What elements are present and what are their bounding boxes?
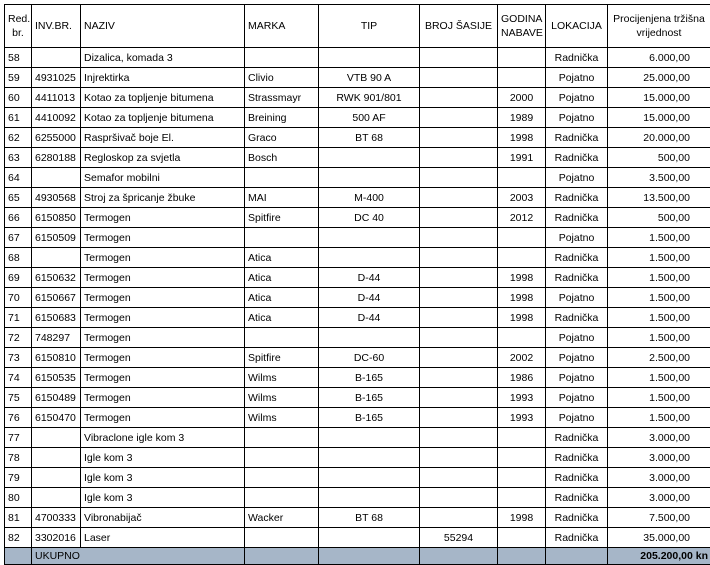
table-row <box>5 208 710 228</box>
header-inv-br: INV.BR. <box>32 5 81 48</box>
cell-godina-nabave <box>498 168 546 188</box>
cell-godina-nabave: 1993 <box>498 388 546 408</box>
cell-tip: B-165 <box>319 368 420 388</box>
cell-tip <box>319 468 420 488</box>
cell-vrijednost: 2.500,00 <box>608 348 710 368</box>
cell-tip: DC 40 <box>319 208 420 228</box>
cell-godina-nabave <box>498 248 546 268</box>
cell-broj-sasije <box>420 88 498 108</box>
cell-naziv: Vibraclone igle kom 3 <box>81 428 245 448</box>
cell-tip <box>319 528 420 548</box>
cell-inv-br: 6150683 <box>32 308 81 328</box>
cell-red-br: 74 <box>5 368 32 388</box>
cell-marka: Breining <box>245 108 319 128</box>
cell-tip: M-400 <box>319 188 420 208</box>
cell-lokacija: Radnička <box>546 528 608 548</box>
cell-red-br: 61 <box>5 108 32 128</box>
cell-broj-sasije <box>420 288 498 308</box>
cell-marka <box>245 228 319 248</box>
cell-red-br: 79 <box>5 468 32 488</box>
cell-tip: BT 68 <box>319 508 420 528</box>
cell-naziv: Termogen <box>81 268 245 288</box>
cell-vrijednost: 3.000,00 <box>608 448 710 468</box>
cell-tip: DC-60 <box>319 348 420 368</box>
total-row <box>5 548 710 565</box>
cell-naziv: Termogen <box>81 368 245 388</box>
cell-inv-br: 6150667 <box>32 288 81 308</box>
cell-naziv: Termogen <box>81 408 245 428</box>
cell-naziv: Regloskop za svjetla <box>81 148 245 168</box>
cell-red-br: 72 <box>5 328 32 348</box>
cell-broj-sasije <box>420 248 498 268</box>
cell-broj-sasije <box>420 348 498 368</box>
header-naziv: NAZIV <box>81 5 245 48</box>
table-row <box>5 368 710 388</box>
header-godina-nabave: GODINA NABAVE <box>498 5 546 48</box>
table-row <box>5 148 710 168</box>
cell-broj-sasije <box>420 48 498 68</box>
cell-red-br: 68 <box>5 248 32 268</box>
cell-vrijednost: 13.500,00 <box>608 188 710 208</box>
cell-lokacija: Pojatno <box>546 88 608 108</box>
cell-inv-br: 4931025 <box>32 68 81 88</box>
cell-marka: Graco <box>245 128 319 148</box>
cell-tip: BT 68 <box>319 128 420 148</box>
cell-godina-nabave: 1989 <box>498 108 546 128</box>
cell-lokacija: Pojatno <box>546 228 608 248</box>
cell-inv-br <box>32 168 81 188</box>
cell-marka: Atica <box>245 288 319 308</box>
cell-vrijednost: 500,00 <box>608 208 710 228</box>
cell-vrijednost: 1.500,00 <box>608 388 710 408</box>
cell-inv-br <box>32 248 81 268</box>
cell-marka <box>245 528 319 548</box>
header-tip: TIP <box>319 5 420 48</box>
cell-vrijednost: 1.500,00 <box>608 408 710 428</box>
cell-inv-br: 6150850 <box>32 208 81 228</box>
cell-vrijednost: 6.000,00 <box>608 48 710 68</box>
cell-vrijednost: 1.500,00 <box>608 328 710 348</box>
cell-lokacija: Pojatno <box>546 348 608 368</box>
cell-red-br: 62 <box>5 128 32 148</box>
cell-inv-br: 6150509 <box>32 228 81 248</box>
cell-marka: Bosch <box>245 148 319 168</box>
cell-inv-br: 6150810 <box>32 348 81 368</box>
cell-godina-nabave: 2003 <box>498 188 546 208</box>
cell-vrijednost: 1.500,00 <box>608 368 710 388</box>
cell-red-br: 63 <box>5 148 32 168</box>
cell-marka: Atica <box>245 308 319 328</box>
cell-tip <box>319 248 420 268</box>
cell-vrijednost: 20.000,00 <box>608 128 710 148</box>
table-row <box>5 168 710 188</box>
cell-naziv: Igle kom 3 <box>81 448 245 468</box>
cell-broj-sasije <box>420 388 498 408</box>
cell-red-br: 65 <box>5 188 32 208</box>
table-row <box>5 308 710 328</box>
cell-tip: B-165 <box>319 388 420 408</box>
cell-broj-sasije <box>420 188 498 208</box>
cell-inv-br: 6150535 <box>32 368 81 388</box>
cell-godina-nabave <box>498 488 546 508</box>
cell-tip: B-165 <box>319 408 420 428</box>
cell-tip: 500 AF <box>319 108 420 128</box>
table-row <box>5 488 710 508</box>
inventory-table <box>4 4 710 565</box>
cell-inv-br <box>32 448 81 468</box>
cell-tip: D-44 <box>319 308 420 328</box>
cell-naziv: Termogen <box>81 248 245 268</box>
cell-lokacija: Radnička <box>546 268 608 288</box>
cell-vrijednost: 3.000,00 <box>608 468 710 488</box>
cell-marka <box>245 428 319 448</box>
cell-godina-nabave <box>498 528 546 548</box>
cell-lokacija: Radnička <box>546 188 608 208</box>
cell-godina-nabave: 2000 <box>498 88 546 108</box>
cell-marka: Spitfire <box>245 348 319 368</box>
cell-godina-nabave <box>498 468 546 488</box>
cell-red-br: 71 <box>5 308 32 328</box>
cell-marka: MAI <box>245 188 319 208</box>
cell-broj-sasije <box>420 308 498 328</box>
cell-godina-nabave <box>498 68 546 88</box>
cell-inv-br: 6150632 <box>32 268 81 288</box>
cell-vrijednost: 15.000,00 <box>608 88 710 108</box>
cell-tip <box>319 168 420 188</box>
cell-marka: Strassmayr <box>245 88 319 108</box>
cell-inv-br: 4930568 <box>32 188 81 208</box>
cell-red-br: 82 <box>5 528 32 548</box>
cell-naziv: Termogen <box>81 228 245 248</box>
cell-marka <box>245 468 319 488</box>
table-row <box>5 288 710 308</box>
cell-naziv: Termogen <box>81 348 245 368</box>
cell-broj-sasije <box>420 448 498 468</box>
cell-naziv: Termogen <box>81 388 245 408</box>
cell-red-br: 76 <box>5 408 32 428</box>
cell-inv-br <box>32 488 81 508</box>
table-row <box>5 108 710 128</box>
cell-lokacija: Radnička <box>546 48 608 68</box>
cell-inv-br: 6280188 <box>32 148 81 168</box>
cell-tip <box>319 488 420 508</box>
cell-marka <box>245 488 319 508</box>
table-row <box>5 348 710 368</box>
cell-tip <box>319 428 420 448</box>
cell-naziv: Semafor mobilni <box>81 168 245 188</box>
table-row <box>5 448 710 468</box>
table-header <box>5 5 710 48</box>
cell-red-br: 59 <box>5 68 32 88</box>
cell-tip <box>319 228 420 248</box>
cell-inv-br: 3302016 <box>32 528 81 548</box>
cell-lokacija: Radnička <box>546 248 608 268</box>
cell-broj-sasije <box>420 108 498 128</box>
cell-marka: Wilms <box>245 408 319 428</box>
cell-broj-sasije <box>420 128 498 148</box>
cell-broj-sasije <box>420 328 498 348</box>
cell-lokacija: Pojatno <box>546 328 608 348</box>
cell-godina-nabave: 2002 <box>498 348 546 368</box>
cell-inv-br: 4410092 <box>32 108 81 128</box>
cell-marka <box>245 448 319 468</box>
header-lokacija: LOKACIJA <box>546 5 608 48</box>
cell-broj-sasije <box>420 208 498 228</box>
cell-lokacija: Radnička <box>546 208 608 228</box>
cell-red-br: 58 <box>5 48 32 68</box>
cell-naziv: Termogen <box>81 208 245 228</box>
table-row <box>5 528 710 548</box>
cell-red-br: 78 <box>5 448 32 468</box>
cell-tip <box>319 448 420 468</box>
cell-red-br: 70 <box>5 288 32 308</box>
cell-godina-nabave <box>498 228 546 248</box>
cell-naziv: Vibronabijač <box>81 508 245 528</box>
cell-vrijednost: 35.000,00 <box>608 528 710 548</box>
cell-broj-sasije <box>420 268 498 288</box>
cell-marka: Wacker <box>245 508 319 528</box>
cell-inv-br <box>32 468 81 488</box>
header-broj-sasije: BROJ ŠASIJE <box>420 5 498 48</box>
cell-red-br: 66 <box>5 208 32 228</box>
cell-tip: D-44 <box>319 288 420 308</box>
table-row <box>5 68 710 88</box>
cell-lokacija: Radnička <box>546 148 608 168</box>
cell-naziv: Laser <box>81 528 245 548</box>
cell-godina-nabave: 1991 <box>498 148 546 168</box>
cell-broj-sasije <box>420 148 498 168</box>
cell-vrijednost: 7.500,00 <box>608 508 710 528</box>
cell-broj-sasije <box>420 408 498 428</box>
table-row <box>5 388 710 408</box>
cell-marka <box>245 168 319 188</box>
cell-lokacija: Radnička <box>546 488 608 508</box>
cell-lokacija: Radnička <box>546 128 608 148</box>
cell-lokacija: Radnička <box>546 308 608 328</box>
table-body <box>5 48 710 548</box>
cell-red-br: 80 <box>5 488 32 508</box>
cell-inv-br: 4700333 <box>32 508 81 528</box>
cell-red-br: 81 <box>5 508 32 528</box>
cell-lokacija: Pojatno <box>546 288 608 308</box>
cell-lokacija: Pojatno <box>546 168 608 188</box>
cell-naziv: Igle kom 3 <box>81 468 245 488</box>
cell-godina-nabave: 1998 <box>498 288 546 308</box>
cell-naziv: Kotao za topljenje bitumena <box>81 88 245 108</box>
cell-lokacija: Pojatno <box>546 388 608 408</box>
cell-lokacija: Pojatno <box>546 108 608 128</box>
cell-naziv: Dizalica, komada 3 <box>81 48 245 68</box>
cell-inv-br: 6150489 <box>32 388 81 408</box>
cell-inv-br: 4411013 <box>32 88 81 108</box>
cell-tip: D-44 <box>319 268 420 288</box>
cell-inv-br: 748297 <box>32 328 81 348</box>
cell-naziv: Termogen <box>81 308 245 328</box>
table-row <box>5 188 710 208</box>
cell-godina-nabave: 2012 <box>498 208 546 228</box>
cell-godina-nabave <box>498 328 546 348</box>
cell-naziv: Raspršivač boje El. <box>81 128 245 148</box>
cell-naziv: Stroj za špricanje žbuke <box>81 188 245 208</box>
cell-inv-br: 6150470 <box>32 408 81 428</box>
cell-inv-br: 6255000 <box>32 128 81 148</box>
cell-broj-sasije <box>420 488 498 508</box>
cell-marka <box>245 328 319 348</box>
cell-vrijednost: 1.500,00 <box>608 288 710 308</box>
cell-godina-nabave <box>498 48 546 68</box>
cell-red-br: 75 <box>5 388 32 408</box>
cell-tip <box>319 148 420 168</box>
cell-godina-nabave: 1993 <box>498 408 546 428</box>
cell-vrijednost: 1.500,00 <box>608 248 710 268</box>
header-vrijednost: Procijenjena tržišna vrijednost <box>608 5 710 48</box>
total-label: UKUPNO <box>32 548 245 565</box>
cell-naziv: Injrektirka <box>81 68 245 88</box>
table-row <box>5 48 710 68</box>
cell-inv-br <box>32 48 81 68</box>
cell-godina-nabave: 1998 <box>498 268 546 288</box>
cell-broj-sasije: 55294 <box>420 528 498 548</box>
cell-lokacija: Radnička <box>546 468 608 488</box>
cell-broj-sasije <box>420 228 498 248</box>
cell-broj-sasije <box>420 508 498 528</box>
cell-lokacija: Pojatno <box>546 68 608 88</box>
cell-vrijednost: 15.000,00 <box>608 108 710 128</box>
total-value: 205.200,00 kn <box>608 548 710 565</box>
table-row <box>5 428 710 448</box>
table-row <box>5 468 710 488</box>
cell-marka: Wilms <box>245 388 319 408</box>
table-row <box>5 228 710 248</box>
cell-vrijednost: 1.500,00 <box>608 268 710 288</box>
cell-godina-nabave: 1998 <box>498 508 546 528</box>
table-row <box>5 268 710 288</box>
cell-godina-nabave: 1998 <box>498 308 546 328</box>
table-row <box>5 128 710 148</box>
cell-red-br: 73 <box>5 348 32 368</box>
cell-red-br: 69 <box>5 268 32 288</box>
cell-broj-sasije <box>420 428 498 448</box>
table-row <box>5 508 710 528</box>
cell-marka: Atica <box>245 248 319 268</box>
cell-lokacija: Radnička <box>546 428 608 448</box>
header-red-br: Red. br. <box>5 5 32 48</box>
cell-red-br: 67 <box>5 228 32 248</box>
cell-broj-sasije <box>420 468 498 488</box>
cell-broj-sasije <box>420 168 498 188</box>
cell-red-br: 64 <box>5 168 32 188</box>
cell-tip <box>319 48 420 68</box>
cell-vrijednost: 1.500,00 <box>608 308 710 328</box>
cell-naziv: Igle kom 3 <box>81 488 245 508</box>
cell-naziv: Termogen <box>81 328 245 348</box>
table-row <box>5 88 710 108</box>
cell-godina-nabave <box>498 448 546 468</box>
cell-vrijednost: 3.500,00 <box>608 168 710 188</box>
cell-godina-nabave: 1986 <box>498 368 546 388</box>
cell-tip: VTB 90 A <box>319 68 420 88</box>
cell-vrijednost: 25.000,00 <box>608 68 710 88</box>
cell-marka: Spitfire <box>245 208 319 228</box>
table-row <box>5 328 710 348</box>
cell-marka: Atica <box>245 268 319 288</box>
table-row <box>5 248 710 268</box>
table-row <box>5 408 710 428</box>
cell-lokacija: Radnička <box>546 508 608 528</box>
cell-vrijednost: 3.000,00 <box>608 488 710 508</box>
cell-marka <box>245 48 319 68</box>
cell-tip <box>319 328 420 348</box>
cell-lokacija: Pojatno <box>546 408 608 428</box>
cell-tip: RWK 901/801 <box>319 88 420 108</box>
cell-red-br: 77 <box>5 428 32 448</box>
cell-godina-nabave <box>498 428 546 448</box>
header-marka: MARKA <box>245 5 319 48</box>
cell-lokacija: Radnička <box>546 448 608 468</box>
cell-naziv: Kotao za topljenje bitumena <box>81 108 245 128</box>
cell-broj-sasije <box>420 68 498 88</box>
cell-lokacija: Pojatno <box>546 368 608 388</box>
cell-inv-br <box>32 428 81 448</box>
cell-vrijednost: 1.500,00 <box>608 228 710 248</box>
cell-naziv: Termogen <box>81 288 245 308</box>
cell-vrijednost: 500,00 <box>608 148 710 168</box>
cell-broj-sasije <box>420 368 498 388</box>
cell-marka: Wilms <box>245 368 319 388</box>
cell-godina-nabave: 1998 <box>498 128 546 148</box>
cell-red-br: 60 <box>5 88 32 108</box>
cell-vrijednost: 3.000,00 <box>608 428 710 448</box>
cell-marka: Clivio <box>245 68 319 88</box>
